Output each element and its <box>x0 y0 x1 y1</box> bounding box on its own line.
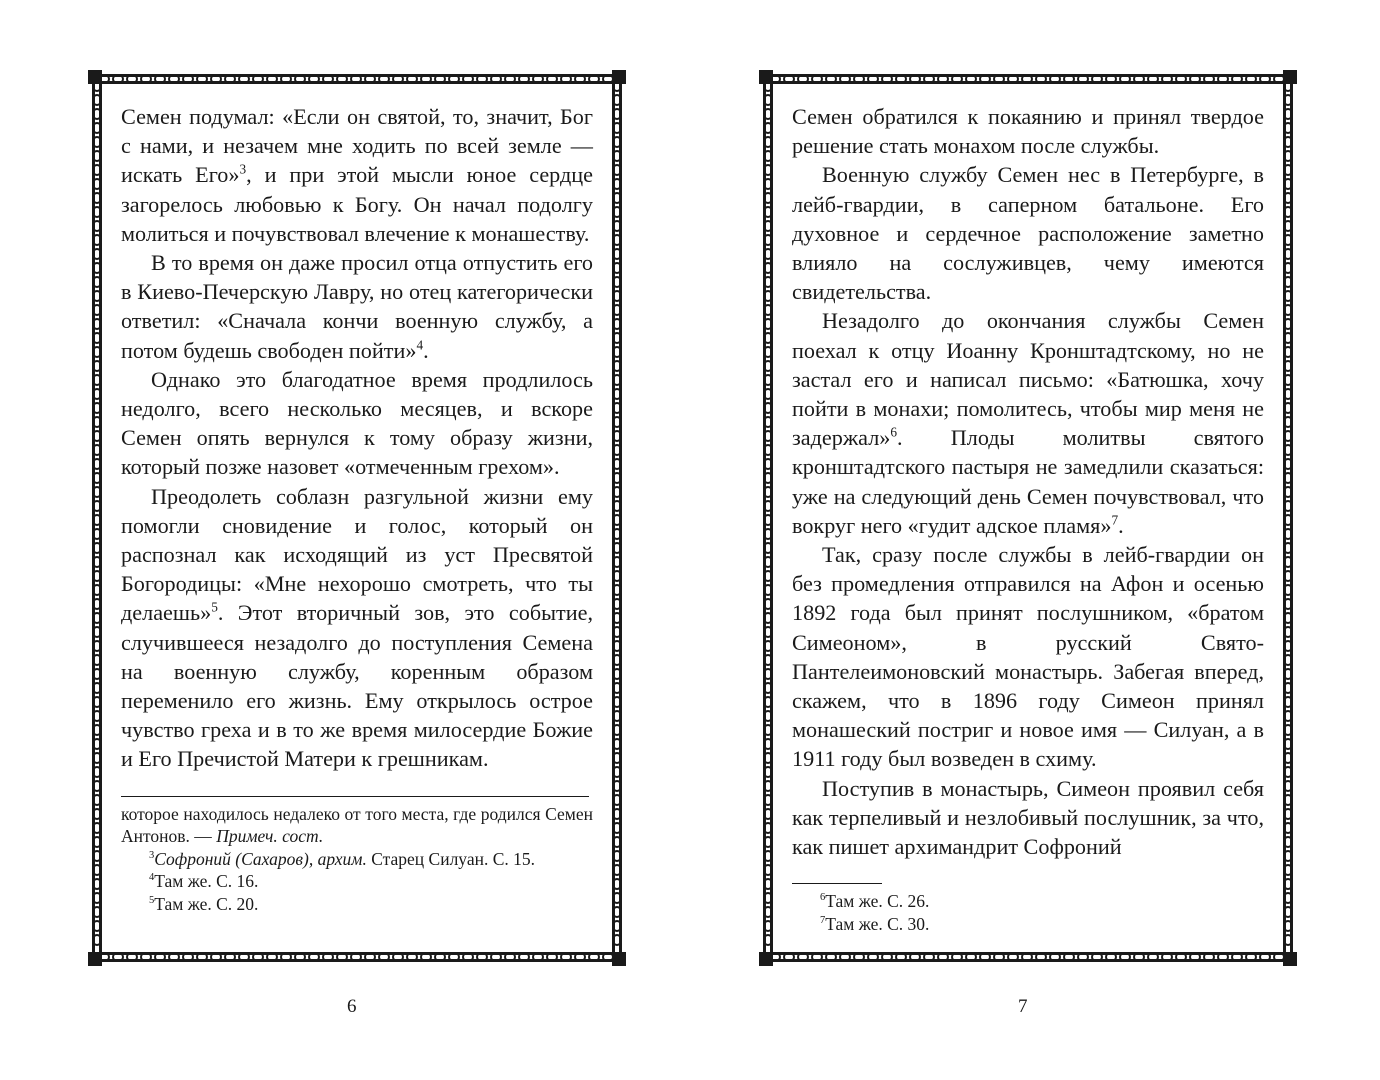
border-ornament-right <box>1282 79 1294 957</box>
footnote-ref: 7 <box>1111 512 1119 528</box>
footnote-6: $^6$Там же. С. 26. <box>820 891 930 912</box>
footnote-5: $^5$Там же. С. 20. <box>149 893 259 914</box>
border-ornament-bottom <box>768 951 1288 963</box>
page-number-left: 6 <box>347 996 357 1017</box>
left-page <box>88 70 626 966</box>
footnote-ref: 4 <box>416 337 424 353</box>
paragraph: В то время он даже просил отца отпустить его в Киево-Печерскую Лавру, но отец категорически ответил: «Сначала кончи военную службу, а потом будешь свободен пойти»$^4$. <box>121 250 593 363</box>
footnote-ref: 5 <box>211 600 218 616</box>
border-ornament-left <box>762 79 774 957</box>
paragraph: Так, сразу после службы в лейб-гвардии он без промедления отправился на Афон и осенью 1892 года был принят послушником, «братом Симеоном», в русский Свято-Пантелеимоновский монастырь. Забегая вперед, скажем, что в 1896 году Симеон принял монашеский постриг и новое имя — Силуан, а в 1911 году был возведен в схиму. <box>792 542 1264 772</box>
corner-ornament <box>759 952 773 966</box>
corner-ornament <box>612 952 626 966</box>
corner-ornament <box>612 70 626 84</box>
border-ornament-right <box>611 79 623 957</box>
corner-ornament <box>88 70 102 84</box>
paragraph: Незадолго до окончания службы Семен поехал к отцу Иоанну Кронштадтскому, но не застал его и написал письмо: «Батюшка, хочу пойти в монахи; помолитесь, чтобы мир меня не задержал»$^6$. Плоды молитвы святого кронштадтского пастыря не замедлили сказаться: уже на следующий день Семен почувствовал, что вокруг него «гудит адское пламя»$^7$. <box>792 308 1264 538</box>
footnote-separator <box>121 796 589 797</box>
border-ornament-top <box>768 73 1288 85</box>
border-ornament-bottom <box>97 951 617 963</box>
footnote-ref: 6 <box>890 424 898 440</box>
paragraph: Поступив в монастырь, Симеон проявил себя как терпеливый и незлобивый послушник, за что, как пишет архимандрит Софроний <box>792 775 1264 860</box>
corner-ornament <box>88 952 102 966</box>
corner-ornament <box>759 70 773 84</box>
right-page <box>759 70 1297 966</box>
border-ornament-top <box>97 73 617 85</box>
footnote-separator <box>792 883 882 884</box>
right-page-content <box>792 102 1264 944</box>
footnote-continuation: которое находилось недалеко от того места, где родился Семен Антонов. — Примеч. сост. <box>121 803 593 847</box>
paragraph: Семен обратился к покаянию и принял твердое решение стать монахом после службы. <box>792 104 1264 159</box>
paragraph: Военную службу Семен нес в Петербурге, в лейб-гвардии, в саперном батальоне. Его духовное и сердечное расположение заметно влияло на сослуживцев, чему имеются свидетельства. <box>792 162 1264 305</box>
paragraph: Семен подумал: «Если он святой, то, значит, Бог с нами, и незачем мне ходить по всей земле — искать Его»$^3$, и при этой мысли юное сердце загорелось любовью к Богу. Он начал подолгу молиться и почувствовал влечение к монашеству. <box>121 104 593 246</box>
corner-ornament <box>1283 952 1297 966</box>
page-number-right: 7 <box>1018 996 1028 1017</box>
left-page-content <box>121 102 593 944</box>
footnote-ref: 3 <box>239 162 247 178</box>
paragraph: Преодолеть соблазн разгульной жизни ему помогли сновидение и голос, который он распознал как исходящий из уст Пресвятой Богородицы: «Мне нехорошо смотреть, что ты делаешь»$^5$. Этот вторичный зов, это событие, случившееся незадолго до поступления Семена на военную службу, коренным образом переменило его жизнь. Ему открылось острое чувство греха и в то же время милосердие Божие и Его Пречистой Матери к грешникам. <box>121 483 593 772</box>
footnote-4: $^4$Там же. С. 16. <box>149 871 259 892</box>
paragraph: Однако это благодатное время продлилось недолго, всего несколько месяцев, и вскоре Семен опять вернулся к тому образу жизни, который позже назовет «отмеченным грехом». <box>121 366 593 480</box>
footnote-3: $^3$Софроний (Сахаров), архим. Старец Силуан. С. 15. <box>149 848 536 869</box>
footnote-7: $^7$Там же. С. 30. <box>820 913 930 934</box>
border-ornament-left <box>91 79 103 957</box>
corner-ornament <box>1283 70 1297 84</box>
